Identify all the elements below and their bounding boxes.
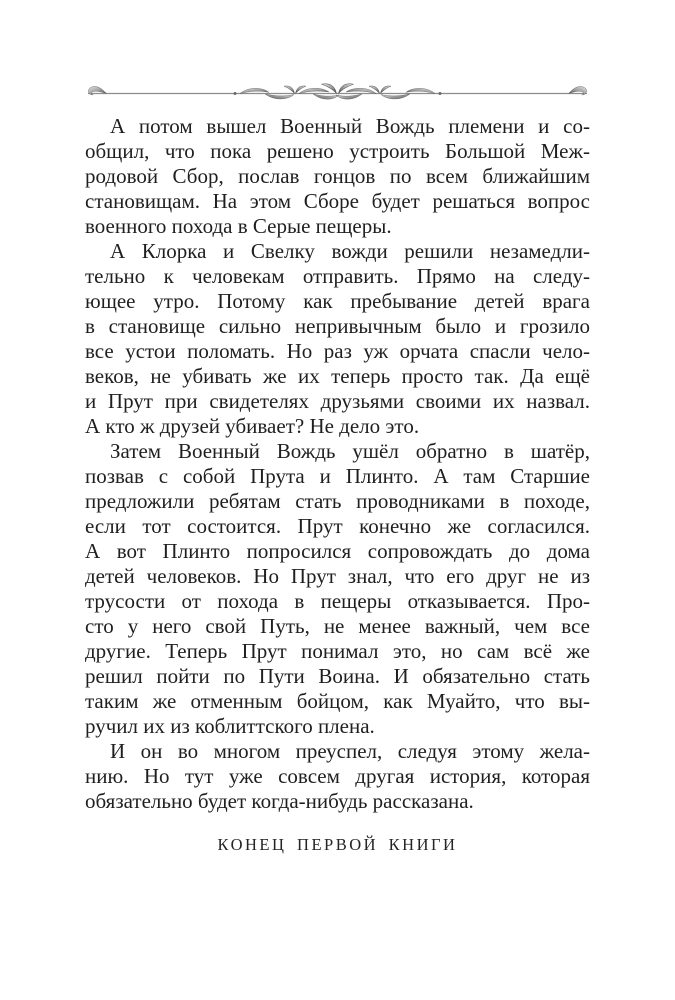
text-line: А потом вышел Военный Вождь племени и со- — [110, 114, 590, 138]
paragraph — [85, 739, 590, 814]
text-line: трусости от похода в пещеры отказывается. Про- — [85, 589, 590, 613]
text-line: А вот Плинто попросился сопровождать до дома — [85, 539, 590, 563]
text-line: общил, что пока решено устроить Большой Меж- — [85, 139, 590, 163]
text-line: родовой Сбор, послав гонцов по всем ближайшим — [85, 164, 590, 188]
text-line: ющее утро. Потому как пребывание детей врага — [85, 289, 590, 313]
text-line: веков, не убивать же их теперь просто так. Да ещё — [85, 364, 590, 388]
text-line: И он во многом преуспел, следуя этому жела- — [110, 739, 590, 763]
text-line: А Клорка и Свелку вожди решили незамедли- — [110, 239, 590, 263]
text-line: предложили ребятам стать проводниками в походе, — [85, 489, 590, 513]
text-line: А кто ж друзей убивает? Не дело это. — [85, 414, 420, 438]
text-line: становищам. На этом Сборе будет решаться вопрос — [85, 189, 590, 213]
flourish-ornament-icon — [85, 80, 590, 106]
text-line: нию. Но тут уже совсем другая история, которая — [85, 764, 590, 788]
text-line: таким же отменным бойцом, как Муайто, что вы- — [85, 689, 590, 713]
paragraph — [85, 239, 590, 439]
paragraph — [85, 439, 590, 739]
header-flourish-divider — [85, 80, 590, 106]
text-line: другие. Теперь Прут понимал это, но сам всё же — [85, 639, 590, 663]
text-line: решил пойти по Пути Воина. И обязательно стать — [85, 664, 590, 688]
text-line: тельно к человекам отправить. Прямо на следу- — [85, 264, 590, 288]
text-line: военного похода в Серые пещеры. — [85, 214, 392, 238]
text-line: ручил их из коблиттского плена. — [85, 714, 375, 738]
paragraph — [85, 114, 590, 239]
text-line: если тот состоится. Прут конечно же согласился. — [85, 514, 590, 538]
text-line: обязательно будет когда-нибудь рассказана. — [85, 789, 474, 813]
text-line: сто у него свой Путь, не менее важный, чем все — [85, 614, 590, 638]
text-line: все устои поломать. Но раз уж орчата спасли чело- — [85, 339, 590, 363]
book-ending-label: КОНЕЦ ПЕРВОЙ КНИГИ — [217, 835, 458, 854]
text-line: позвав с собой Прута и Плинто. А там Старшие — [85, 464, 590, 488]
text-line: детей человеков. Но Прут знал, что его друг не из — [85, 564, 590, 588]
body-text — [85, 114, 590, 814]
text-line: Затем Военный Вождь ушёл обратно в шатёр, — [110, 439, 590, 463]
text-line: в становище сильно непривычным было и грозило — [85, 314, 590, 338]
text-line: и Прут при свидетелях друзьями своими их назвал. — [85, 389, 590, 413]
